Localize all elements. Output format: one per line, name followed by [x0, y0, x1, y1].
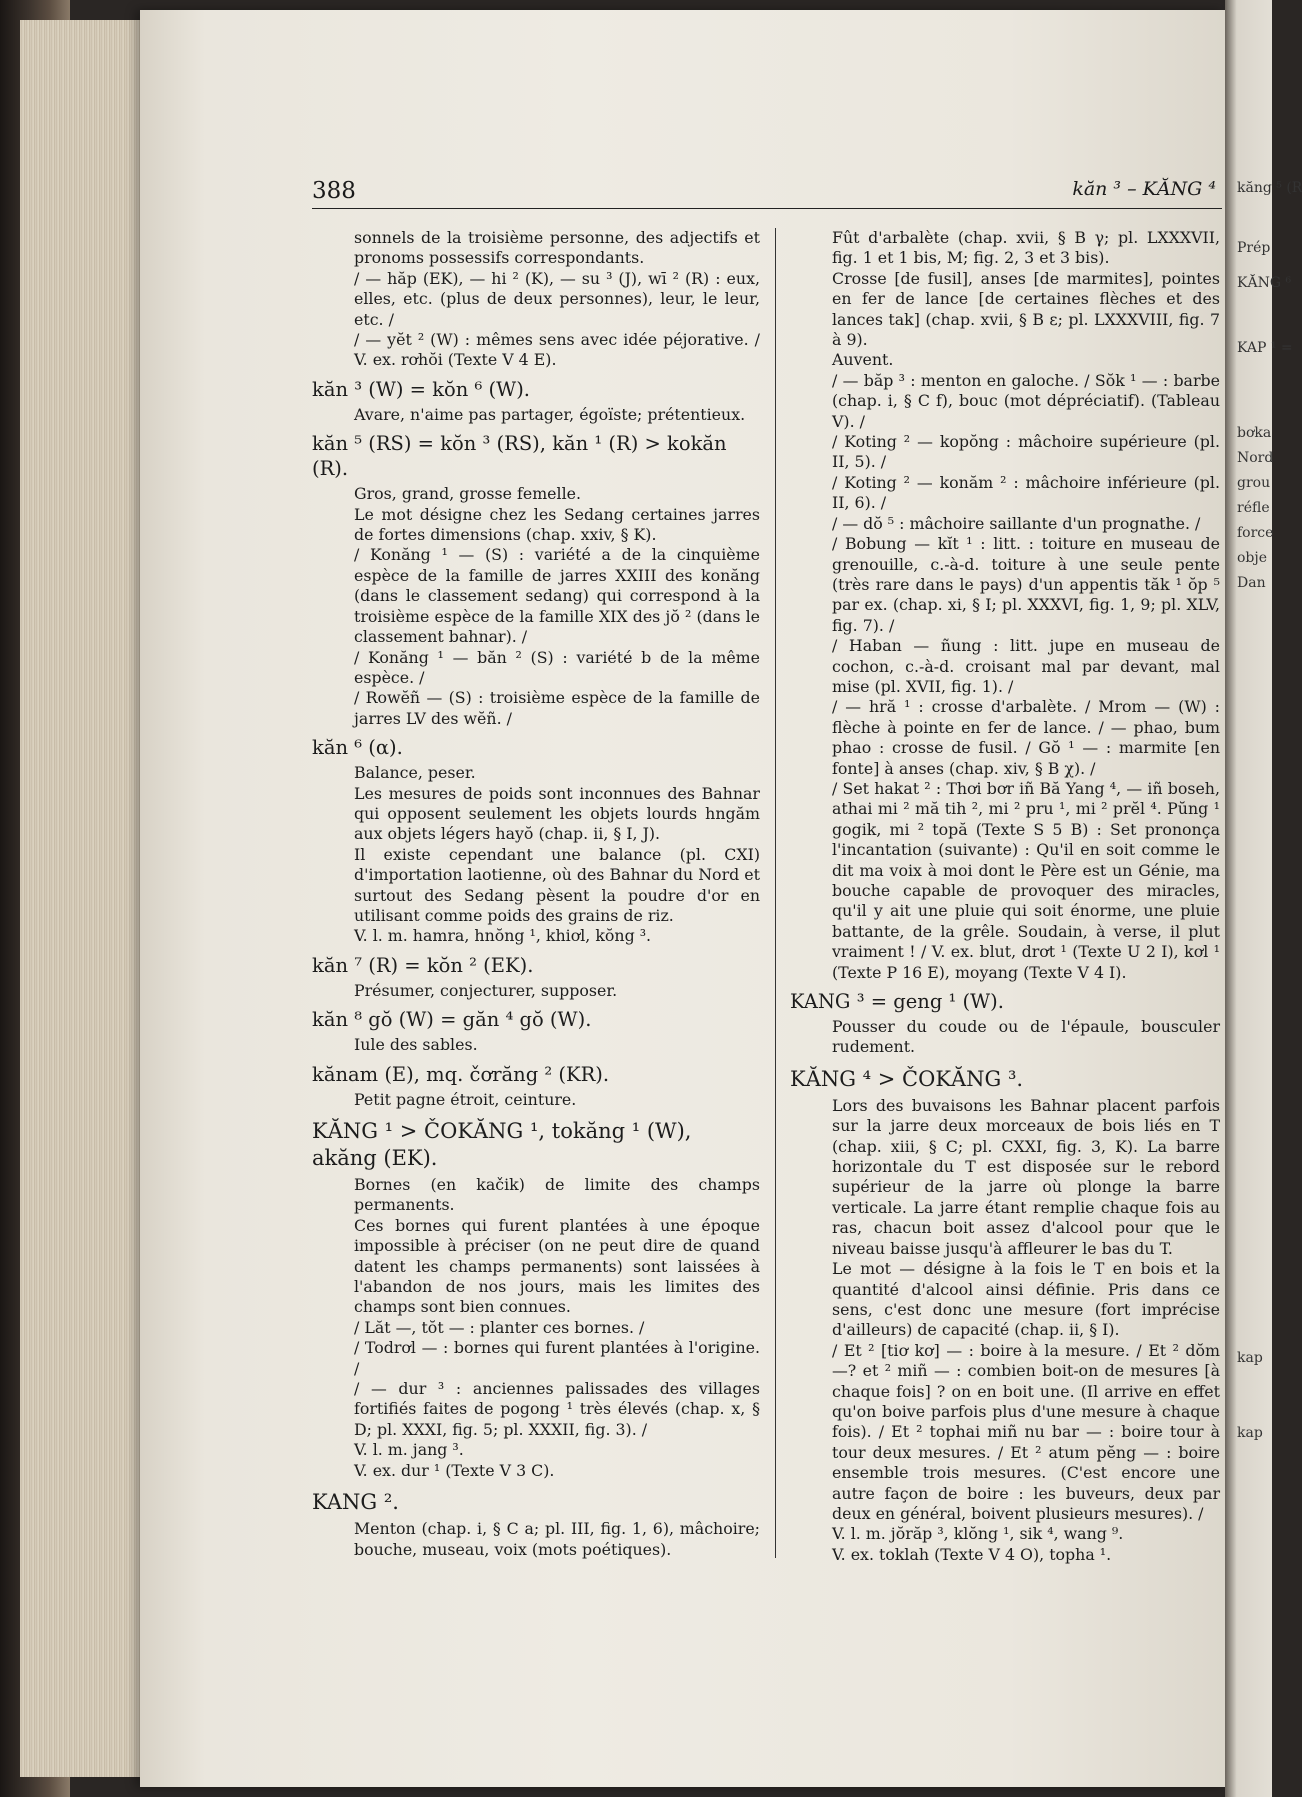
- entry-line: Pousser du coude ou de l'épaule, bousculer rudement.: [832, 1017, 1220, 1057]
- next-page-fragment: KĂNG ⁶: [1237, 275, 1292, 291]
- entry-line: / Rowĕñ — (S) : troisième espèce de la famille de jarres LV des wĕñ. /: [354, 688, 760, 728]
- entry-headword: kăn ⁶ (α).: [312, 736, 403, 760]
- entry-headword: kăn ³ (W) = kŏn ⁶ (W).: [312, 377, 530, 401]
- entry-line: Ces bornes qui furent plantées à une époque impossible à préciser (on ne peut dire de quand datent les champs permanents) sont laissées à l'abandon de nos jours, mais les limites des champs sont bien connues.: [354, 1215, 760, 1317]
- entry-line: Bornes (en kačik) de limite des champs permanents.: [354, 1175, 760, 1215]
- dictionary-entry: [312, 1489, 760, 1560]
- header-rule: [312, 208, 1222, 209]
- entry-line: Balance, peser.: [354, 763, 476, 783]
- entry-line: Crosse [de fusil], anses [de marmites], pointes en fer de lance [de certaines flèches et des lances tak] (chap. xvii, § B ε; pl. LXXXVIII, fig. 7 à 9).: [832, 268, 1220, 350]
- dictionary-entry: [312, 1062, 760, 1110]
- entry-line: / Todrơl — : bornes qui furent plantées à l'origine. /: [354, 1338, 760, 1378]
- entry-line: Avare, n'aime pas partager, égoïste; prétentieux.: [354, 404, 746, 424]
- entry-headword: kăn ⁵ (RS) = kŏn ³ (RS), kăn ¹ (R) > kokăn (R).: [312, 432, 727, 481]
- dictionary-entry: [312, 953, 760, 1001]
- entry-line: / Lăt —, tŏt — : planter ces bornes. /: [354, 1317, 645, 1337]
- entry-headword: kăn ⁸ gŏ (W) = găn ⁴ gŏ (W).: [312, 1008, 592, 1032]
- next-page-fragment: Prép: [1237, 240, 1271, 256]
- dictionary-entry: [312, 1118, 760, 1481]
- entry-line: Auvent.: [832, 350, 894, 370]
- page-edges: [20, 20, 150, 1777]
- entry-headword: KANG ².: [312, 1490, 399, 1515]
- entry-line: / — hăp (EK), — hi ² (K), — su ³ (J), wī ² (R) : eux, elles, etc. (plus de deux personnes), leur, le leur, etc. /: [354, 268, 760, 329]
- entry-line: V. l. m. jang ³.: [354, 1440, 464, 1460]
- dictionary-entry: [312, 431, 760, 729]
- entry-line: / — dur ³ : anciennes palissades des villages fortifiés faites de pogong ¹ très élevés (chap. x, § D; pl. XXXI, fig. 5; pl. XXXII, fig. 3). /: [354, 1379, 760, 1439]
- entry-line: V. ex. dur ¹ (Texte V 3 C).: [354, 1460, 555, 1480]
- next-page-fragment: réfle: [1237, 500, 1270, 516]
- entry-line: / — dŏ ⁵ : mâchoire saillante d'un prognathe. /: [832, 513, 1201, 533]
- entry-line: Lors des buvaisons les Bahnar placent parfois sur la jarre deux morceaux de bois liés en T (chap. xiii, § C; pl. CXXI, fig. 3, K). La barre horizontale du T est disposée sur le rebord supérieur de la jarre où plonge la barre verticale. La jarre étant remplie chaque fois au ras, chacun boit assez d'alcool pour que le niveau baisse jusqu'à affleurer le bas du T.: [832, 1095, 1220, 1258]
- entry-line: Fût d'arbalète (chap. xvii, § B γ; pl. LXXXVII, fig. 1 et 1 bis, M; fig. 2, 3 et 3 bis).: [832, 228, 1220, 268]
- next-page-fragment: Dan: [1237, 575, 1266, 591]
- entry-line: / Konăng ¹ — (S) : variété a de la cinquième espèce de la famille de jarres XXIII des konăng (dans le classement sedang) qui correspond à la troisième espèce de la famille XIX des jŏ ² (dans le classement bahnar). /: [354, 545, 760, 647]
- entry-line: / Bobung — kĭt ¹ : litt. : toiture en museau de grenouille, c.-à-d. toiture à une seule pente (très rare dans le pays) d'un appentis tăk ¹ ŏp ⁵ par ex. (chap. xi, § I; pl. XXXVI, fig. 1, 9; pl. XLV, fig. 7). /: [832, 534, 1220, 635]
- next-page-fragment: obje: [1237, 550, 1268, 566]
- next-page-fragment: Nord: [1237, 450, 1274, 466]
- entry-headword: kăn ⁷ (R) = kŏn ² (EK).: [312, 953, 534, 977]
- dictionary-entry: [790, 989, 1220, 1058]
- dictionary-entry: [312, 735, 760, 947]
- column-divider: [775, 228, 776, 1558]
- entry-line: / Koting ² — konăm ² : mâchoire inférieure (pl. II, 6). /: [832, 472, 1220, 513]
- next-page-fragment: force: [1237, 525, 1274, 541]
- entry-headword: KĂNG ⁴ > ČOKĂNG ³.: [790, 1066, 1024, 1091]
- next-page-fragment: kap: [1237, 1425, 1263, 1441]
- entry-line: Les mesures de poids sont inconnues des Bahnar qui opposent seulement les objets lourds hngăm aux objets légers hayŏ (chap. ii, § I, J).: [354, 783, 760, 844]
- page-number: 388: [312, 178, 356, 204]
- entry-line: Il existe cependant une balance (pl. CXI) d'importation laotienne, où des Bahnar du Nord et surtout des Sedang pèsent la poudre d'or en utilisant comme poids des grains de riz.: [354, 844, 760, 925]
- entry-line: / — yĕt ² (W) : mêmes sens avec idée péjorative. / V. ex. rơhŏi (Texte V 4 E).: [354, 330, 760, 370]
- entry-line: Le mot — désigne à la fois le T en bois et la quantité d'alcool ainsi définie. Pris dans ce sens, c'est donc une mesure (fort imprécise d'ailleurs) de capacité (chap. ii, § I).: [832, 1259, 1220, 1340]
- next-page-fragment: kap: [1237, 1350, 1263, 1366]
- entry-line: / Konăng ¹ — băn ² (S) : variété b de la même espèce. /: [354, 647, 760, 687]
- entry-headword: kănam (E), mq. čơrăng ² (KR).: [312, 1062, 610, 1086]
- entry-line: / Set hakat ² : Thơi bơr iñ Bă Yang ⁴, — iñ boseh, athai mi ² mă tih ², mi ² pru ¹, mi ² prĕl ⁴. Pŭng ¹ gogik, mi ² topă (Texte S 5 B) : Set prononça l'incantation (suivante) : Qu'il en soit comme le dit ma voix à moi dont le Père est un Génie, ma bouche capable de provoquer des miracles, qu'il y ait une pluie qui soit énorme, une pluie battante, de la grêle. Soudain, à verse, il plut vraiment ! / V. ex. blut, drơt ¹ (Texte U 2 I), kơl ¹ (Texte P 16 E), moyang (Texte V 4 I).: [832, 778, 1220, 982]
- dictionary-entry: [312, 228, 760, 371]
- page-header: [312, 178, 1222, 212]
- entry-headword: KĂNG ¹ > ČOKĂNG ¹, tokăng ¹ (W), akăng (EK).: [312, 1119, 692, 1170]
- entry-line: V. ex. toklah (Texte V 4 O), topha ¹.: [832, 1544, 1112, 1564]
- dictionary-entry: [312, 1007, 760, 1055]
- entry-headword: KANG ³ = geng ¹ (W).: [790, 990, 1004, 1014]
- entry-line: Gros, grand, grosse femelle.: [354, 484, 581, 504]
- entry-line: Le mot désigne chez les Sedang certaines jarres de fortes dimensions (chap. xxiv, § K).: [354, 504, 760, 545]
- entry-line: V. l. m. jŏrăp ³, klŏng ¹, sik ⁴, wang ⁹.: [832, 1524, 1124, 1544]
- right-column: [790, 228, 1220, 1565]
- entry-line: Présumer, conjecturer, supposer.: [354, 980, 618, 1000]
- entry-line: / Haban — ñung : litt. jupe en museau de cochon, c.-à-d. croisant mal par devant, mal mise (pl. XVII, fig. 1). /: [832, 636, 1220, 696]
- left-column: [312, 228, 760, 1560]
- next-page-fragment: KAP ¹ =: [1237, 340, 1293, 356]
- entry-line: / Koting ² — kopŏng : mâchoire supérieure (pl. II, 5). /: [832, 432, 1220, 472]
- next-page-fragment: bơka: [1237, 425, 1272, 441]
- running-head: kăn ³ – KĂNG ⁴: [1072, 178, 1216, 200]
- entry-line: / — hră ¹ : crosse d'arbalète. / Mrom — (W) : flèche à pointe en fer de lance. / — phao, bum phao : crosse de fusil. / Gŏ ¹ — : marmite [en fonte] à anses (chap. xiv, § B χ). /: [832, 697, 1220, 778]
- entry-line: V. l. m. hamra, hnŏng ¹, khiơl, kŏng ³.: [354, 926, 652, 946]
- next-page-fragment: grou: [1237, 475, 1271, 491]
- dictionary-entry: [790, 1066, 1220, 1565]
- next-page-edge: [1225, 0, 1302, 1797]
- entry-line: / Et ² [tiơ kơ] — : boire à la mesure. / Et ² dŏm —? et ² miñ — : combien boit-on de mesures [à chaque fois] ? on en boit une. (Il arrive en effet qu'on boive parfois plus d'une mesure à chaque fois). / Et ² tophai miñ nu bar — : boire tour à tour deux mesures. / Et ² atum pĕng — : boire ensemble trois mesures. (C'est encore une autre façon de boire : les buveurs, deux par deux en général, boivent plusieurs mesures). /: [832, 1340, 1220, 1523]
- dictionary-entry: [312, 377, 760, 425]
- entry-line: Petit pagne étroit, ceinture.: [354, 1089, 577, 1109]
- dictionary-entry: [790, 228, 1220, 983]
- entry-line: / — băp ³ : menton en galoche. / Sŏk ¹ — : barbe (chap. i, § C f), bouc (mot dépréciatif). (Tableau V). /: [832, 370, 1220, 431]
- entry-line: Iule des sables.: [354, 1035, 478, 1055]
- next-page-fragment: kăng ⁵ (R: [1237, 180, 1302, 196]
- entry-line: Menton (chap. i, § C a; pl. III, fig. 1, 6), mâchoire; bouche, museau, voix (mots poétiques).: [354, 1519, 760, 1559]
- entry-line: sonnels de la troisième personne, des adjectifs et pronoms possessifs correspondants.: [354, 228, 760, 268]
